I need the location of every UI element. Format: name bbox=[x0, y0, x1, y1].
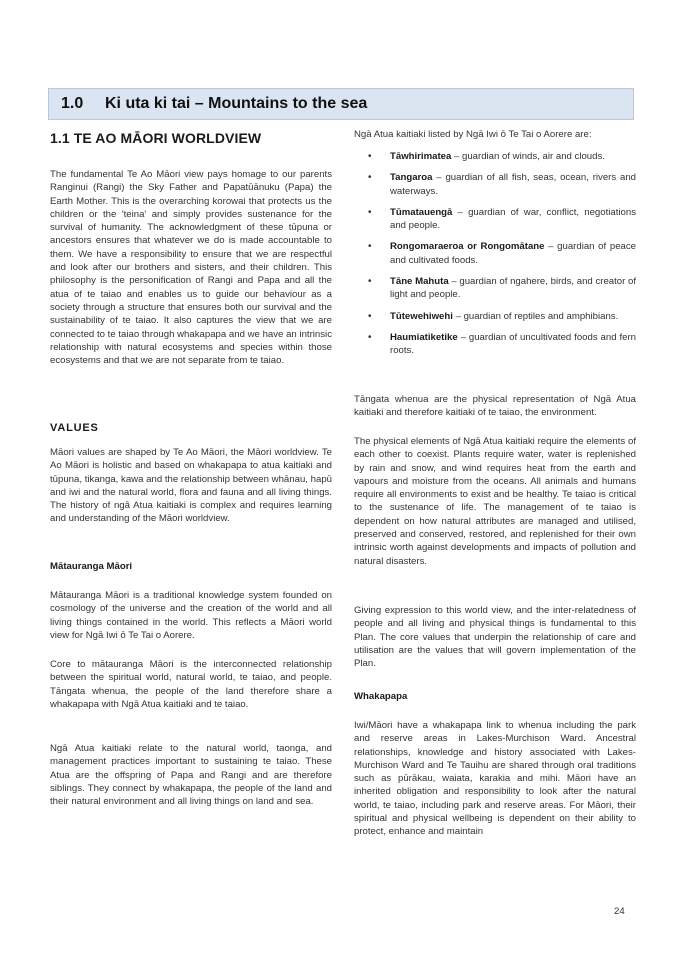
section-title: Ki uta ki tai – Mountains to the sea bbox=[105, 95, 368, 112]
list-item bbox=[364, 240, 636, 267]
atua-description: – guardian of uncultivated foods and fern roots. bbox=[390, 331, 636, 357]
list-item bbox=[364, 171, 636, 198]
atua-name: Haumiatiketike bbox=[390, 331, 458, 343]
atua-description: – guardian of ngahere, birds, and creator of light and people. bbox=[390, 276, 636, 301]
values-paragraph: Māori values are shaped by Te Ao Māori, the Māori worldview. Te Ao Māori is holistic and based on whakapapa to atua kaitiaki and tūpuna, tikanga, kawa and the relationship between whānau, hapū and iwi and the natural world, flora and fauna and all living things. The history of ngā Atua kaitiaki is complex and requires learning and understanding of the Māori worldview. bbox=[50, 447, 332, 525]
list-item bbox=[364, 206, 636, 233]
matauranga-paragraph-3: Ngā Atua kaitiaki relate to the natural world, taonga, and management practices important to sustaining te taiao. These Atua are the offspring of Papa and Rangi and are therefore siblings. They connect by whakapapa, the people of the land and their natural environment and all living things on land and sea. bbox=[50, 743, 332, 808]
atua-description: – guardian of reptiles and amphibians. bbox=[452, 310, 619, 322]
section-number: 1.0 bbox=[61, 95, 84, 112]
section-banner bbox=[48, 88, 634, 120]
matauranga-heading: Mātauranga Māori bbox=[50, 561, 133, 572]
atua-list-intro: Ngā Atua kaitiaki listed by Ngā Iwi ō Te Tai o Aorere are: bbox=[354, 129, 592, 140]
whakapapa-heading: Whakapapa bbox=[354, 691, 408, 702]
list-item bbox=[364, 150, 636, 163]
bullet-icon: • bbox=[368, 151, 372, 162]
atua-description: – guardian of peace and cultivated foods. bbox=[390, 241, 636, 266]
atua-name: Rongomaraeroa or Rongomātane bbox=[390, 241, 545, 253]
worldview-heading: 1.1 TE AO MĀORI WORLDVIEW bbox=[50, 130, 262, 146]
atua-kaitiaki-list bbox=[364, 150, 636, 366]
list-item bbox=[364, 331, 636, 358]
atua-description: – guardian of war, conflict, negotiations and people. bbox=[390, 206, 636, 232]
matauranga-paragraph-1: Mātauranga Māori is a traditional knowledge system founded on cosmology of the universe and the creation of the world and all living things contained in the world. This reflects a Māori world view for Ngā Iwi ō Te Tai o Aorere. bbox=[50, 590, 332, 641]
values-heading: VALUES bbox=[50, 422, 99, 434]
list-item bbox=[364, 275, 636, 302]
atua-name: Tāne Mahuta bbox=[390, 276, 449, 288]
worldview-intro-paragraph: The fundamental Te Ao Māori view pays homage to our parents Ranginui (Rangi) the Sky Father and Papatūānuku (Papa) the Earth Mother. This is the overarching korowai that protects us the children or the 'teina' and simply provides sustenance for the survival of humanity. The acknowledgment of these tūpuna or ancestors ensures that whatever we do is made accountable to them. We have a responsibility to ensure that we are respectful and look after our brothers and sisters, and their children. This philosophy is the personification of Rangi and Papa and all the atua of te taiao and enables us to guide our behaviour as a society through a structure that ensures both our survival and the sustainability of te taiao. It also captures the view that we are connected to te taiao through whakapapa and we have an intrinsic relationship with natural ecosystems and species within those ecosystems and that we are not separate from te taiao. bbox=[50, 169, 332, 367]
bullet-icon: • bbox=[368, 206, 372, 218]
atua-name: Tangaroa bbox=[390, 172, 433, 184]
world-view-expression-paragraph: Giving expression to this world view, and the inter-relatedness of people and all living and physical things is fundamental to this Plan. The core values that underpin the relationship of care and utilisation are the values that will govern implementation of the Plan. bbox=[354, 605, 636, 670]
whakapapa-paragraph: Iwi/Māori have a whakapapa link to whenua including the park and reserve areas in Lakes-Murchison Ward. Ancestral relationships, knowledge and history associated with Lakes-Murchison Ward and Te Tauihu are shared through oral traditions such as pūrākau, waiata, karakia and mihi. Māori have an inherited obligation and responsibility to look after the natural world, te taiao, including park and reserve areas. For Māori, their spiritual and physical wellbeing is dependent on their ability to protect, enhance and maintain bbox=[354, 720, 636, 838]
atua-description: – guardian of all fish, seas, ocean, rivers and waterways. bbox=[390, 172, 636, 197]
bullet-icon: • bbox=[368, 276, 372, 288]
atua-description: – guardian of winds, air and clouds. bbox=[451, 151, 605, 162]
bullet-icon: • bbox=[368, 172, 372, 184]
tangata-whenua-paragraph: Tāngata whenua are the physical representation of Ngā Atua kaitiaki and therefore kaitiaki of te taiao, the environment. bbox=[354, 394, 636, 419]
physical-elements-paragraph: The physical elements of Ngā Atua kaitiaki require the elements of each other to coexist. Plants require water, water is replenished by rain and snow, and wind requires heat from the earth and vapours and moisture from the oceans. All animals and humans require all environments to exist and be healthy. Te taiao is critical to the sustenance of life. The management of te taiao is dependent on how natural attributes are managed and utilised, preserved and conserved, restored, and replenished for their own intrinsic worth against developments and impacts of pollution and natural disasters. bbox=[354, 436, 636, 567]
atua-name: Tāwhirimatea bbox=[390, 151, 452, 162]
page-number: 24 bbox=[614, 906, 625, 917]
list-item bbox=[364, 310, 636, 323]
atua-name: Tūtewehiwehi bbox=[390, 310, 453, 322]
bullet-icon: • bbox=[368, 310, 372, 322]
atua-name: Tūmatauengā bbox=[390, 206, 453, 218]
bullet-icon: • bbox=[368, 331, 372, 343]
section-banner-title bbox=[61, 95, 367, 113]
matauranga-paragraph-2: Core to mātauranga Māori is the interconnected relationship between the spiritual world, natural world, te taiao, and people. Tāngata whenua, the people of the land therefore share a whakapapa with Ngā Atua kaitiaki and te taiao. bbox=[50, 659, 332, 710]
bullet-icon: • bbox=[368, 241, 372, 253]
